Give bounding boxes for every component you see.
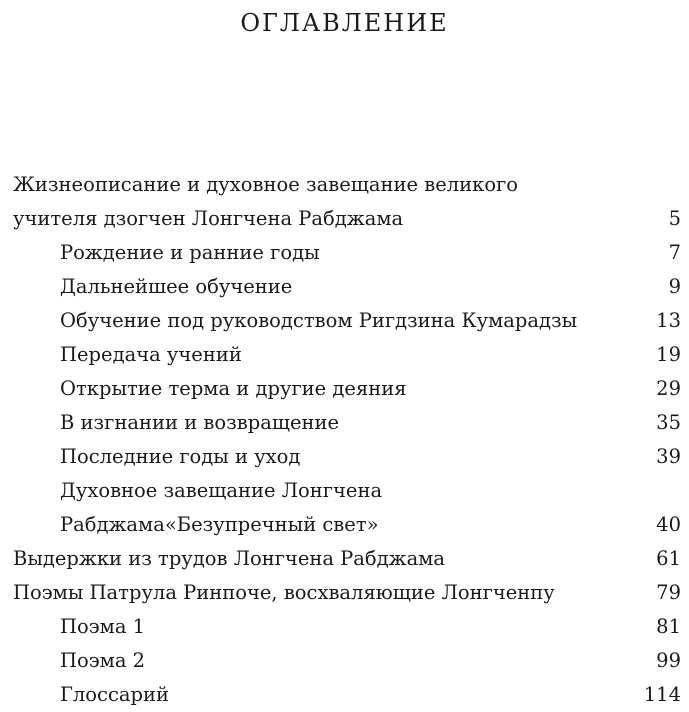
toc-entry-biography-line2[interactable] [0,202,689,236]
toc-entry-title: Выдержки из трудов Лонгчена Рабджама [13,547,446,570]
toc-entry-title: Открытие терма и другие деяния [60,377,407,400]
toc-entry-poems[interactable] [0,576,689,610]
toc-entry-testament-line1[interactable] [0,474,689,508]
toc-entry-title: В изгнании и возвращение [60,411,340,434]
toc-entry-page: 9 [668,275,681,298]
toc-entry-last-years[interactable] [0,440,689,474]
toc-entry-poem-1[interactable] [0,610,689,644]
toc-entry-page: 40 [656,513,681,536]
toc-entry-title: Поэма 1 [60,615,146,638]
toc-entry-page: 114 [643,683,681,706]
toc-entry-title: Жизнеописание и духовное завещание великого [13,173,519,196]
toc-entry-page: 35 [656,411,681,434]
toc-entry-excerpts[interactable] [0,542,689,576]
toc-entry-title: Обучение под руководством Ригдзина Кумарадзы [60,309,578,332]
toc-entry-page: 99 [656,649,681,672]
toc-entry-title: Поэмы Патрула Ринпоче, восхваляющие Лонгченпу [13,581,555,604]
toc-list [0,168,689,712]
toc-entry-poem-2[interactable] [0,644,689,678]
toc-entry-title: Поэма 2 [60,649,146,672]
toc-entry-title: Дальнейшее обучение [60,275,293,298]
toc-entry-kumaradza[interactable] [0,304,689,338]
toc-entry-birth[interactable] [0,236,689,270]
toc-entry-title: Рабджама«Безупречный свет» [60,513,379,536]
toc-entry-title: Последние годы и уход [60,445,301,468]
toc-entry-biography-line1[interactable] [0,168,689,202]
toc-entry-glossary[interactable] [0,678,689,712]
toc-entry-page: 13 [656,309,681,332]
toc-entry-further-study[interactable] [0,270,689,304]
toc-entry-title: Глоссарий [60,683,169,706]
toc-entry-terma[interactable] [0,372,689,406]
toc-entry-exile[interactable] [0,406,689,440]
toc-entry-page: 29 [656,377,681,400]
toc-entry-title: Передача учений [60,343,242,366]
toc-entry-title: Рождение и ранние годы [60,241,320,264]
toc-entry-title: учителя дзогчен Лонгчена Рабджама [13,207,404,230]
toc-entry-page: 5 [668,207,681,230]
toc-entry-page: 7 [668,241,681,264]
toc-entry-testament-line2[interactable] [0,508,689,542]
toc-entry-page: 61 [656,547,681,570]
toc-entry-page: 81 [656,615,681,638]
toc-entry-page: 19 [656,343,681,366]
toc-heading: ОГЛАВЛЕНИЕ [240,9,449,37]
toc-entry-transmission[interactable] [0,338,689,372]
toc-entry-page: 39 [656,445,681,468]
toc-entry-page: 79 [656,581,681,604]
toc-entry-title: Духовное завещание Лонгчена [60,479,383,502]
